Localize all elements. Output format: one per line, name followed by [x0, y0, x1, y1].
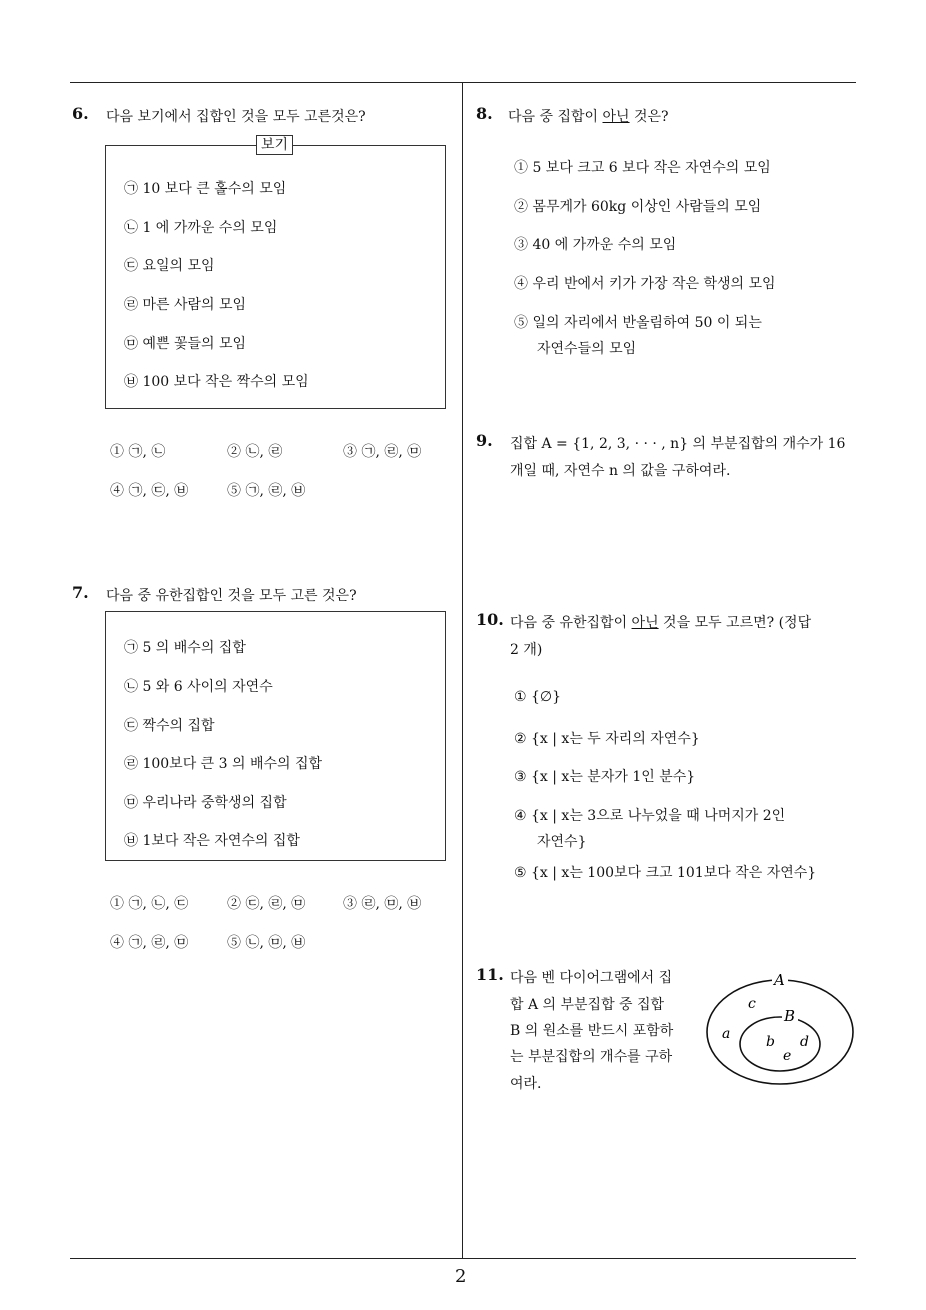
- question-text-pre: 다음 중 유한집합이: [510, 615, 632, 631]
- question-text-underlined: 아닌: [631, 615, 659, 631]
- element-label: c: [748, 996, 756, 1012]
- set-a-label: A: [774, 971, 785, 989]
- element-label: d: [800, 1034, 809, 1050]
- question-text-line: 개일 때, 자연수 n 의 값을 구하여라.: [510, 463, 731, 479]
- question-number: 9.: [476, 431, 493, 450]
- question-text-line: 여라.: [510, 1076, 542, 1092]
- question-text: 다음 보기에서 집합인 것을 모두 고른것은?: [106, 109, 366, 125]
- answer-choice[interactable]: ④ ㉠, ㉢, ㉥: [110, 483, 189, 499]
- example-item: ㉠ 10 보다 큰 홀수의 모임: [124, 181, 287, 197]
- question-text-line: B 의 원소를 반드시 포함하: [510, 1023, 674, 1039]
- statement-item: ㉠ 5 의 배수의 집합: [124, 640, 246, 656]
- question-number: 11.: [476, 965, 504, 984]
- question-text-line: 2 개): [510, 642, 543, 658]
- answer-choice[interactable]: ④ ㉠, ㉣, ㉤: [110, 935, 189, 951]
- answer-choice-continued: 자연수}: [537, 834, 587, 850]
- question-text: [510, 612, 811, 632]
- answer-choice[interactable]: ② 몸무게가 60kg 이상인 사람들의 모임: [514, 199, 762, 215]
- question-text: [508, 106, 669, 126]
- top-rule: [70, 82, 856, 83]
- answer-choice[interactable]: ② ㉡, ㉣: [227, 444, 283, 460]
- question-number: 6.: [72, 104, 89, 123]
- page-number: 2: [455, 1266, 467, 1287]
- answer-choice[interactable]: ① ㉠, ㉡: [110, 444, 166, 460]
- answer-choice[interactable]: ③ 40 에 가까운 수의 모임: [514, 237, 677, 253]
- question-text-line: 는 부분집합의 개수를 구하: [510, 1049, 673, 1065]
- question-number: 8.: [476, 104, 493, 123]
- answer-choice[interactable]: ① ㉠, ㉡, ㉢: [110, 896, 189, 912]
- answer-choice[interactable]: ③ ㉣, ㉤, ㉥: [343, 896, 422, 912]
- answer-choice[interactable]: ⑤ ㉡, ㉤, ㉥: [227, 935, 306, 951]
- example-item: ㉢ 요일의 모임: [124, 258, 215, 274]
- venn-diagram: [700, 968, 860, 1093]
- bottom-rule: [70, 1258, 856, 1259]
- question-number: 7.: [72, 583, 89, 602]
- question-text-post: 것은?: [629, 109, 669, 125]
- statement-item: ㉣ 100보다 큰 3 의 배수의 집합: [124, 756, 323, 772]
- answer-choice[interactable]: ③ {x | x는 분자가 1인 분수}: [514, 769, 696, 785]
- answer-choice[interactable]: ③ ㉠, ㉣, ㉤: [343, 444, 422, 460]
- question-text-line: 집합 A = {1, 2, 3, · · · , n} 의 부분집합의 개수가 16: [510, 436, 846, 452]
- question-text-underlined: 아닌: [602, 109, 630, 125]
- answer-choice[interactable]: ⑤ ㉠, ㉣, ㉥: [227, 483, 306, 499]
- answer-choice[interactable]: ⑤ 일의 자리에서 반올림하여 50 이 되는: [514, 315, 762, 331]
- answer-choice-continued: 자연수들의 모임: [537, 341, 637, 357]
- set-b-label: B: [784, 1007, 796, 1025]
- answer-choice[interactable]: ② {x | x는 두 자리의 자연수}: [514, 731, 700, 747]
- example-item: ㉣ 마른 사람의 모임: [124, 297, 247, 313]
- answer-choice[interactable]: ④ {x | x는 3으로 나누었을 때 나머지가 2인: [514, 808, 786, 824]
- answer-choice[interactable]: ④ 우리 반에서 키가 가장 작은 학생의 모임: [514, 276, 776, 292]
- statement-item: ㉢ 짝수의 집합: [124, 718, 215, 734]
- question-number: 10.: [476, 610, 504, 629]
- element-label: b: [766, 1034, 775, 1050]
- answer-choice[interactable]: ① {∅}: [514, 689, 562, 705]
- column-divider: [462, 82, 463, 1259]
- question-text: 다음 중 유한집합인 것을 모두 고른 것은?: [106, 588, 357, 604]
- question-text-line: 합 A 의 부분집합 중 집합: [510, 997, 665, 1013]
- example-legend: 보기: [256, 135, 293, 155]
- element-label: a: [722, 1026, 731, 1042]
- statement-item: ㉡ 5 와 6 사이의 자연수: [124, 679, 273, 695]
- statement-item: ㉤ 우리나라 중학생의 집합: [124, 795, 287, 811]
- statement-item: ㉥ 1보다 작은 자연수의 집합: [124, 833, 300, 849]
- answer-choice[interactable]: ⑤ {x | x는 100보다 크고 101보다 작은 자연수}: [514, 865, 817, 881]
- question-text-line: 다음 벤 다이어그램에서 집: [510, 970, 673, 986]
- question-text-post: 것을 모두 고르면? (정답: [658, 615, 812, 631]
- example-item: ㉤ 예쁜 꽃들의 모임: [124, 336, 247, 352]
- answer-choice[interactable]: ① 5 보다 크고 6 보다 작은 자연수의 모임: [514, 160, 771, 176]
- example-item: ㉥ 100 보다 작은 짝수의 모임: [124, 374, 309, 390]
- example-item: ㉡ 1 에 가까운 수의 모임: [124, 220, 278, 236]
- question-text-pre: 다음 중 집합이: [508, 109, 603, 125]
- element-label: e: [783, 1048, 792, 1064]
- answer-choice[interactable]: ② ㉢, ㉣, ㉤: [227, 896, 306, 912]
